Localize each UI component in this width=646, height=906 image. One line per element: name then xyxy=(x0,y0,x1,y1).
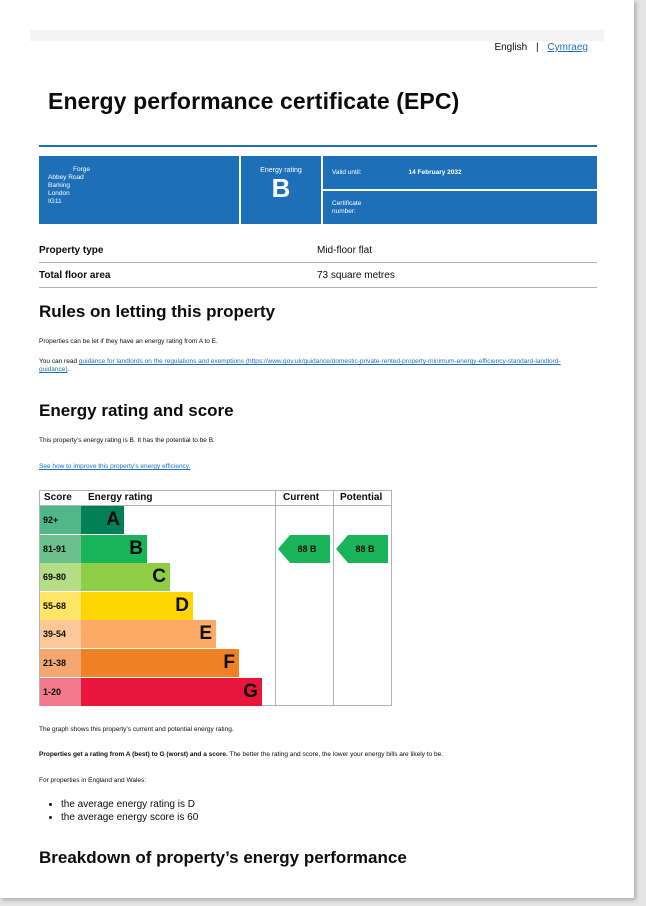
band-score-range: 1-20 xyxy=(40,678,81,706)
score-paragraph: This property’s energy rating is B. It has the potential to be B. xyxy=(39,437,215,444)
band-score-range: 69-80 xyxy=(40,563,81,591)
regions-paragraph: For properties in England and Wales: xyxy=(39,777,147,784)
chart-header-current: Current xyxy=(283,492,320,503)
score-heading: Energy rating and score xyxy=(39,401,234,420)
guidance-link[interactable]: guidance for landlords on the regulations and exemptions (https://www.gov.uk/guidance/domestic-private-rented-property-minimum-energy-efficiency-standard-landlord-guidance) xyxy=(39,358,561,373)
lang-welsh-link[interactable]: Cymraeg xyxy=(547,42,588,53)
certificate-label: Certificate xyxy=(332,199,362,207)
potential-rating-value: 88 B xyxy=(355,543,375,554)
valid-until-label: Valid until: xyxy=(332,169,362,176)
band-score-range: 92+ xyxy=(40,506,81,534)
rating-label: Energy rating xyxy=(260,167,302,174)
band-score-range: 55-68 xyxy=(40,592,81,620)
rules-heading: Rules on letting this property xyxy=(39,302,276,321)
address-line: IG11 xyxy=(48,198,62,205)
rules-guidance-prefix: You can read xyxy=(39,358,79,365)
graph-explainer: The graph shows this property’s current and potential energy rating. xyxy=(39,726,234,733)
address-block xyxy=(39,156,239,224)
average-item: • the average energy score is 60 xyxy=(61,811,198,824)
potential-rating-arrow xyxy=(336,535,388,563)
average-item: • the average energy rating is D xyxy=(61,798,198,811)
breakdown-heading: Breakdown of property’s energy performance xyxy=(39,848,407,867)
property-row xyxy=(39,263,597,288)
improve-link[interactable]: See how to improve this property’s energy efficiency. xyxy=(39,463,191,470)
property-value: 73 square metres xyxy=(317,269,395,281)
average-list xyxy=(39,798,198,824)
lang-english: English xyxy=(494,42,528,53)
chart-divider-current xyxy=(275,491,276,705)
rules-guidance-suffix: . xyxy=(67,366,70,373)
address-line: Forge xyxy=(73,166,90,173)
rating-letter: B xyxy=(271,173,291,203)
chart-header-potential: Potential xyxy=(340,492,383,503)
band-bar: E xyxy=(81,620,216,648)
property-key: Total floor area xyxy=(39,269,111,281)
current-rating-value: 88 B xyxy=(297,543,317,554)
band-e xyxy=(40,620,275,648)
rating-block xyxy=(241,156,321,224)
address-line: London xyxy=(48,190,70,197)
chart-header-score: Score xyxy=(44,492,72,503)
rating-explainer xyxy=(39,751,443,759)
page-title: Energy performance certificate (EPC) xyxy=(48,88,460,114)
address-line: Barking xyxy=(48,182,71,189)
chart-header-rating: Energy rating xyxy=(88,492,153,503)
certificate-number-row xyxy=(323,191,597,224)
band-score-range: 81-91 xyxy=(40,535,81,563)
band-bar: A xyxy=(81,506,124,534)
band-bar: C xyxy=(81,563,170,591)
address-line: Abbey Road xyxy=(48,174,84,181)
band-bar: D xyxy=(81,592,193,620)
chart-divider-potential xyxy=(333,491,334,705)
validity-block xyxy=(323,156,597,224)
top-strip xyxy=(30,30,604,41)
property-row xyxy=(39,238,597,263)
band-g xyxy=(40,678,275,706)
language-switcher xyxy=(494,42,588,53)
band-bar: F xyxy=(81,649,239,677)
energy-rating-chart xyxy=(39,490,392,706)
band-bar: G xyxy=(81,678,262,706)
valid-until-value: 14 February 2032 xyxy=(408,169,462,176)
band-d xyxy=(40,592,275,620)
band-score-range: 39-54 xyxy=(40,620,81,648)
improve-paragraph xyxy=(39,463,190,471)
certificate-label: number: xyxy=(332,207,356,215)
rating-explainer-rest: The better the rating and score, the lower your energy bills are likely to be. xyxy=(227,751,443,758)
current-rating-arrow xyxy=(278,535,330,563)
rating-explainer-bold: Properties get a rating from A (best) to G (worst) and a score. xyxy=(39,751,228,758)
band-score-range: 21-38 xyxy=(40,649,81,677)
summary-box xyxy=(39,156,597,224)
property-value: Mid-floor flat xyxy=(317,244,373,256)
rules-guidance-paragraph xyxy=(39,358,584,374)
band-f xyxy=(40,649,275,677)
band-a xyxy=(40,506,275,534)
valid-until-row xyxy=(323,156,597,189)
band-c xyxy=(40,563,275,591)
rules-paragraph: Properties can be let if they have an energy rating from A to E. xyxy=(39,338,218,345)
title-divider xyxy=(39,145,597,147)
band-bar: B xyxy=(81,535,147,563)
band-b xyxy=(40,535,275,563)
property-details xyxy=(39,238,597,288)
property-key: Property type xyxy=(39,244,104,256)
lang-separator: | xyxy=(536,42,539,53)
